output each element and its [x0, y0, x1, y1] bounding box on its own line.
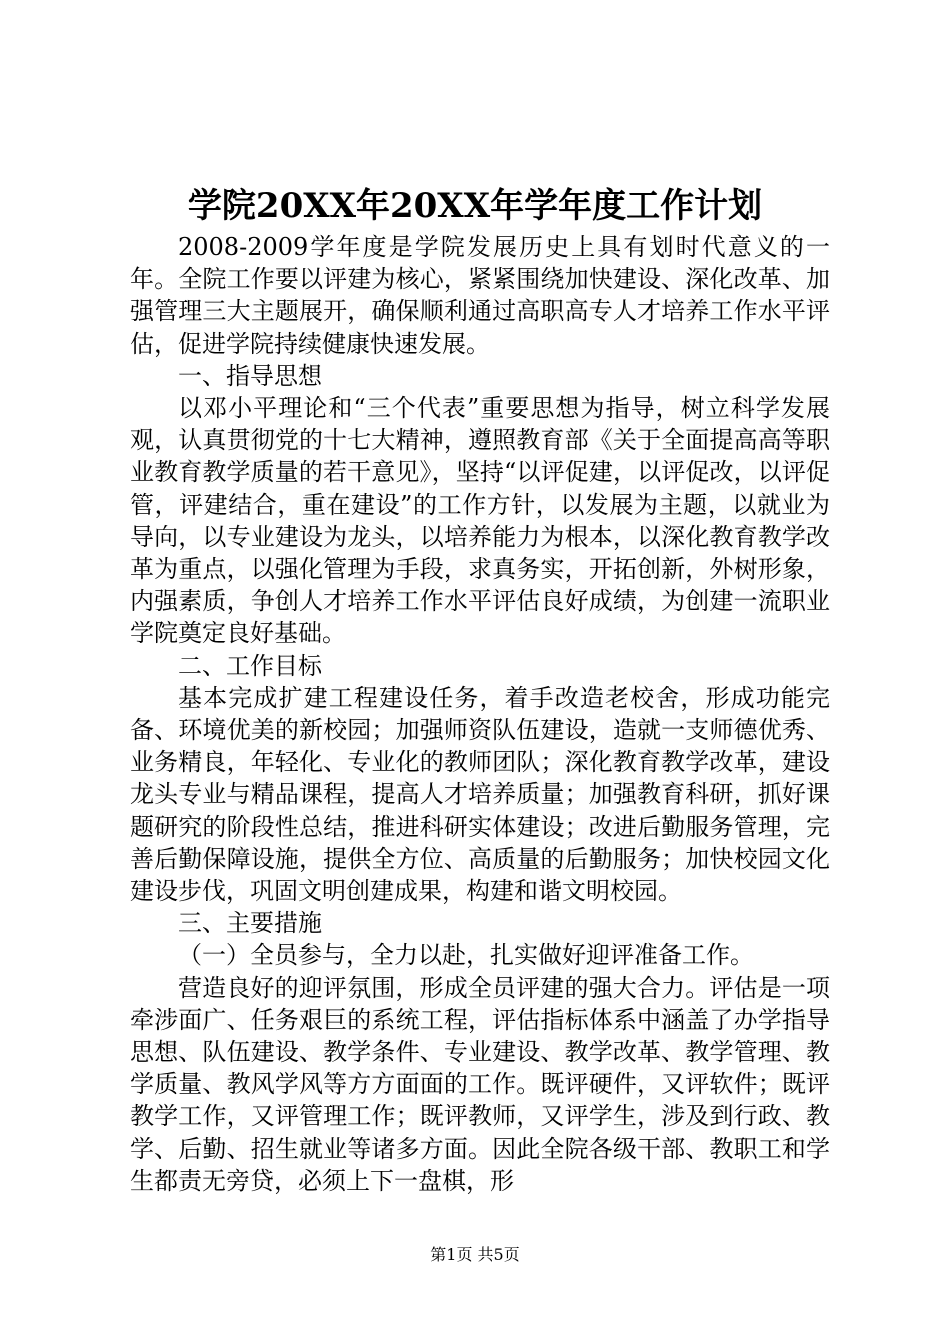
intro-paragraph: 2008-2009学年度是学院发展历史上具有划时代意义的一年。全院工作要以评建为核心，紧紧围绕加快建设、深化改革、加强管理三大主题展开，确保顺利通过高职高专人才培养工作水平评估，促进学院持续健康快速发展。 — [130, 233, 830, 358]
subsection-heading-full-participation: （一）全员参与，全力以赴，扎实做好迎评准备工作。 — [178, 941, 754, 970]
document-title: 学院20XX年20XX年学年度工作计划 — [187, 186, 763, 226]
page-footer: 第1页 共5页 — [430, 1245, 520, 1264]
section-heading-guiding-ideology: 一、指导思想 — [178, 361, 322, 390]
document-body — [130, 231, 830, 1197]
full-participation-paragraph: 营造良好的迎评氛围，形成全员评建的强大合力。评估是一项牵涉面广、任务艰巨的系统工程，评估指标体系中涵盖了办学指导思想、队伍建设、教学条件、专业建设、教学改革、教学管理、教学质量、教风学风等方方面面的工作。既评硬件，又评软件；既评教学工作，又评管理工作；既评教师，又评学生，涉及到行政、教学、后勤、招生就业等诸多方面。因此全院各级干部、教职工和学生都责无旁贷，必须上下一盘棋，形 — [130, 973, 830, 1195]
guiding-ideology-paragraph: 以邓小平理论和“三个代表”重要思想为指导，树立科学发展观，认真贯彻党的十七大精神，遵照教育部《关于全面提高高等职业教育教学质量的若干意见》，坚持“以评促建，以评促改，以评促管，评建结合，重在建设”的工作方针，以发展为主题，以就业为导向，以专业建设为龙头，以培养能力为根本，以深化教育教学改革为重点，以强化管理为手段，求真务实，开拓创新，外树形象，内强素质，争创人才培养工作水平评估良好成绩，为创建一流职业学院奠定良好基础。 — [130, 394, 830, 648]
work-goals-paragraph: 基本完成扩建工程建设任务，着手改造老校舍，形成功能完备、环境优美的新校园；加强师资队伍建设，造就一支师德优秀、业务精良，年轻化、专业化的教师团队；深化教育教学改革，建设龙头专业与精品课程，提高人才培养质量；加强教育科研，抓好课题研究的阶段性总结，推进科研实体建设；改进后勤服务管理，完善后勤保障设施，提供全方位、高质量的后勤服务；加快校园文化建设步伐，巩固文明创建成果，构建和谐文明校园。 — [130, 683, 830, 906]
section-heading-work-goals: 二、工作目标 — [178, 651, 322, 680]
section-heading-main-measures: 三、主要措施 — [178, 909, 322, 938]
